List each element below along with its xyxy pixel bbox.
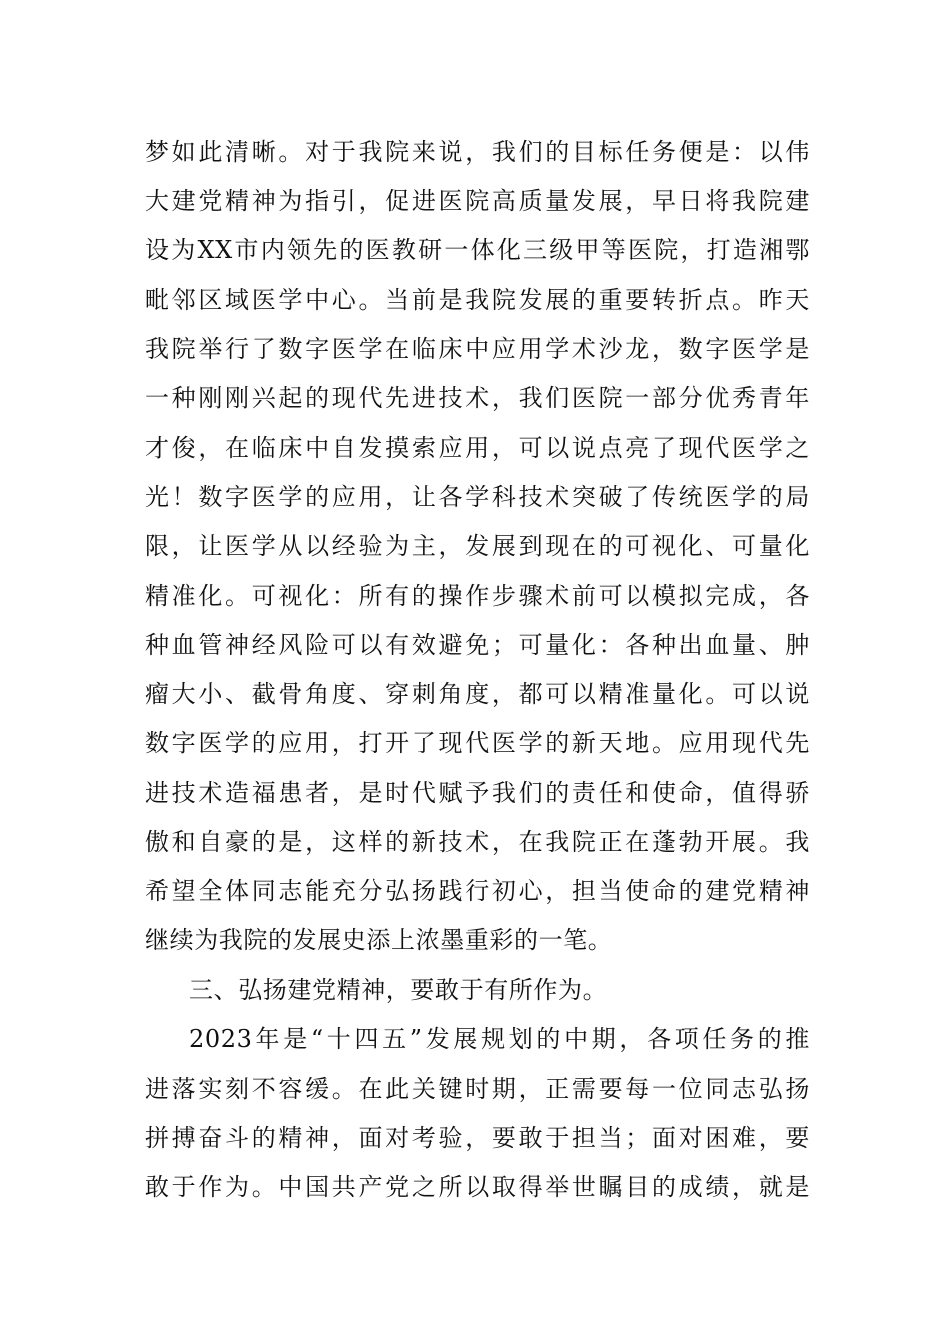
text-line: 一种刚刚兴起的现代先进技术，我们医院一部分优秀青年 <box>145 384 810 412</box>
text-line: 种血管神经风险可以有效避免；可量化：各种出血量、肿 <box>145 631 810 659</box>
text-line: 拼搏奋斗的精神，面对考验，要敢于担当；面对困难，要 <box>145 1124 810 1152</box>
text-line: 限，让医学从以经验为主，发展到现在的可视化、可量化 <box>145 532 810 560</box>
text-line: 大建党精神为指引，促进医院高质量发展，早日将我院建 <box>145 187 810 215</box>
text-line: 傲和自豪的是，这样的新技术，在我院正在蓬勃开展。我 <box>145 828 810 856</box>
text-line: 设为XX市内领先的医教研一体化三级甲等医院，打造湘鄂 <box>145 236 810 264</box>
text-line: 2023年是“十四五”发展规划的中期，各项任务的推 <box>189 1025 810 1053</box>
text-line: 进落实刻不容缓。在此关键时期，正需要每一位同志弘扬 <box>145 1075 810 1103</box>
text-line: 毗邻区域医学中心。当前是我院发展的重要转折点。昨天 <box>145 286 810 314</box>
text-line: 梦如此清晰。对于我院来说，我们的目标任务便是：以伟 <box>145 138 810 166</box>
text-line: 希望全体同志能充分弘扬践行初心，担当使命的建党精神 <box>145 877 810 905</box>
text-line: 进技术造福患者，是时代赋予我们的责任和使命，值得骄 <box>145 779 810 807</box>
text-line: 敢于作为。中国共产党之所以取得举世瞩目的成绩，就是 <box>145 1173 810 1201</box>
text-line: 数字医学的应用，打开了现代医学的新天地。应用现代先 <box>145 729 810 757</box>
text-line: 才俊，在临床中自发摸索应用，可以说点亮了现代医学之 <box>145 434 810 462</box>
text-line: 继续为我院的发展史添上浓墨重彩的一笔。 <box>145 926 613 954</box>
text-line: 我院举行了数字医学在临床中应用学术沙龙，数字医学是 <box>145 335 810 363</box>
section-heading: 三、弘扬建党精神，要敢于有所作为。 <box>189 976 608 1004</box>
text-line: 精准化。可视化：所有的操作步骤术前可以模拟完成，各 <box>145 582 810 610</box>
text-line: 瘤大小、截骨角度、穿刺角度，都可以精准量化。可以说 <box>145 680 810 708</box>
text-line: 光！数字医学的应用，让各学科技术突破了传统医学的局 <box>145 483 810 511</box>
